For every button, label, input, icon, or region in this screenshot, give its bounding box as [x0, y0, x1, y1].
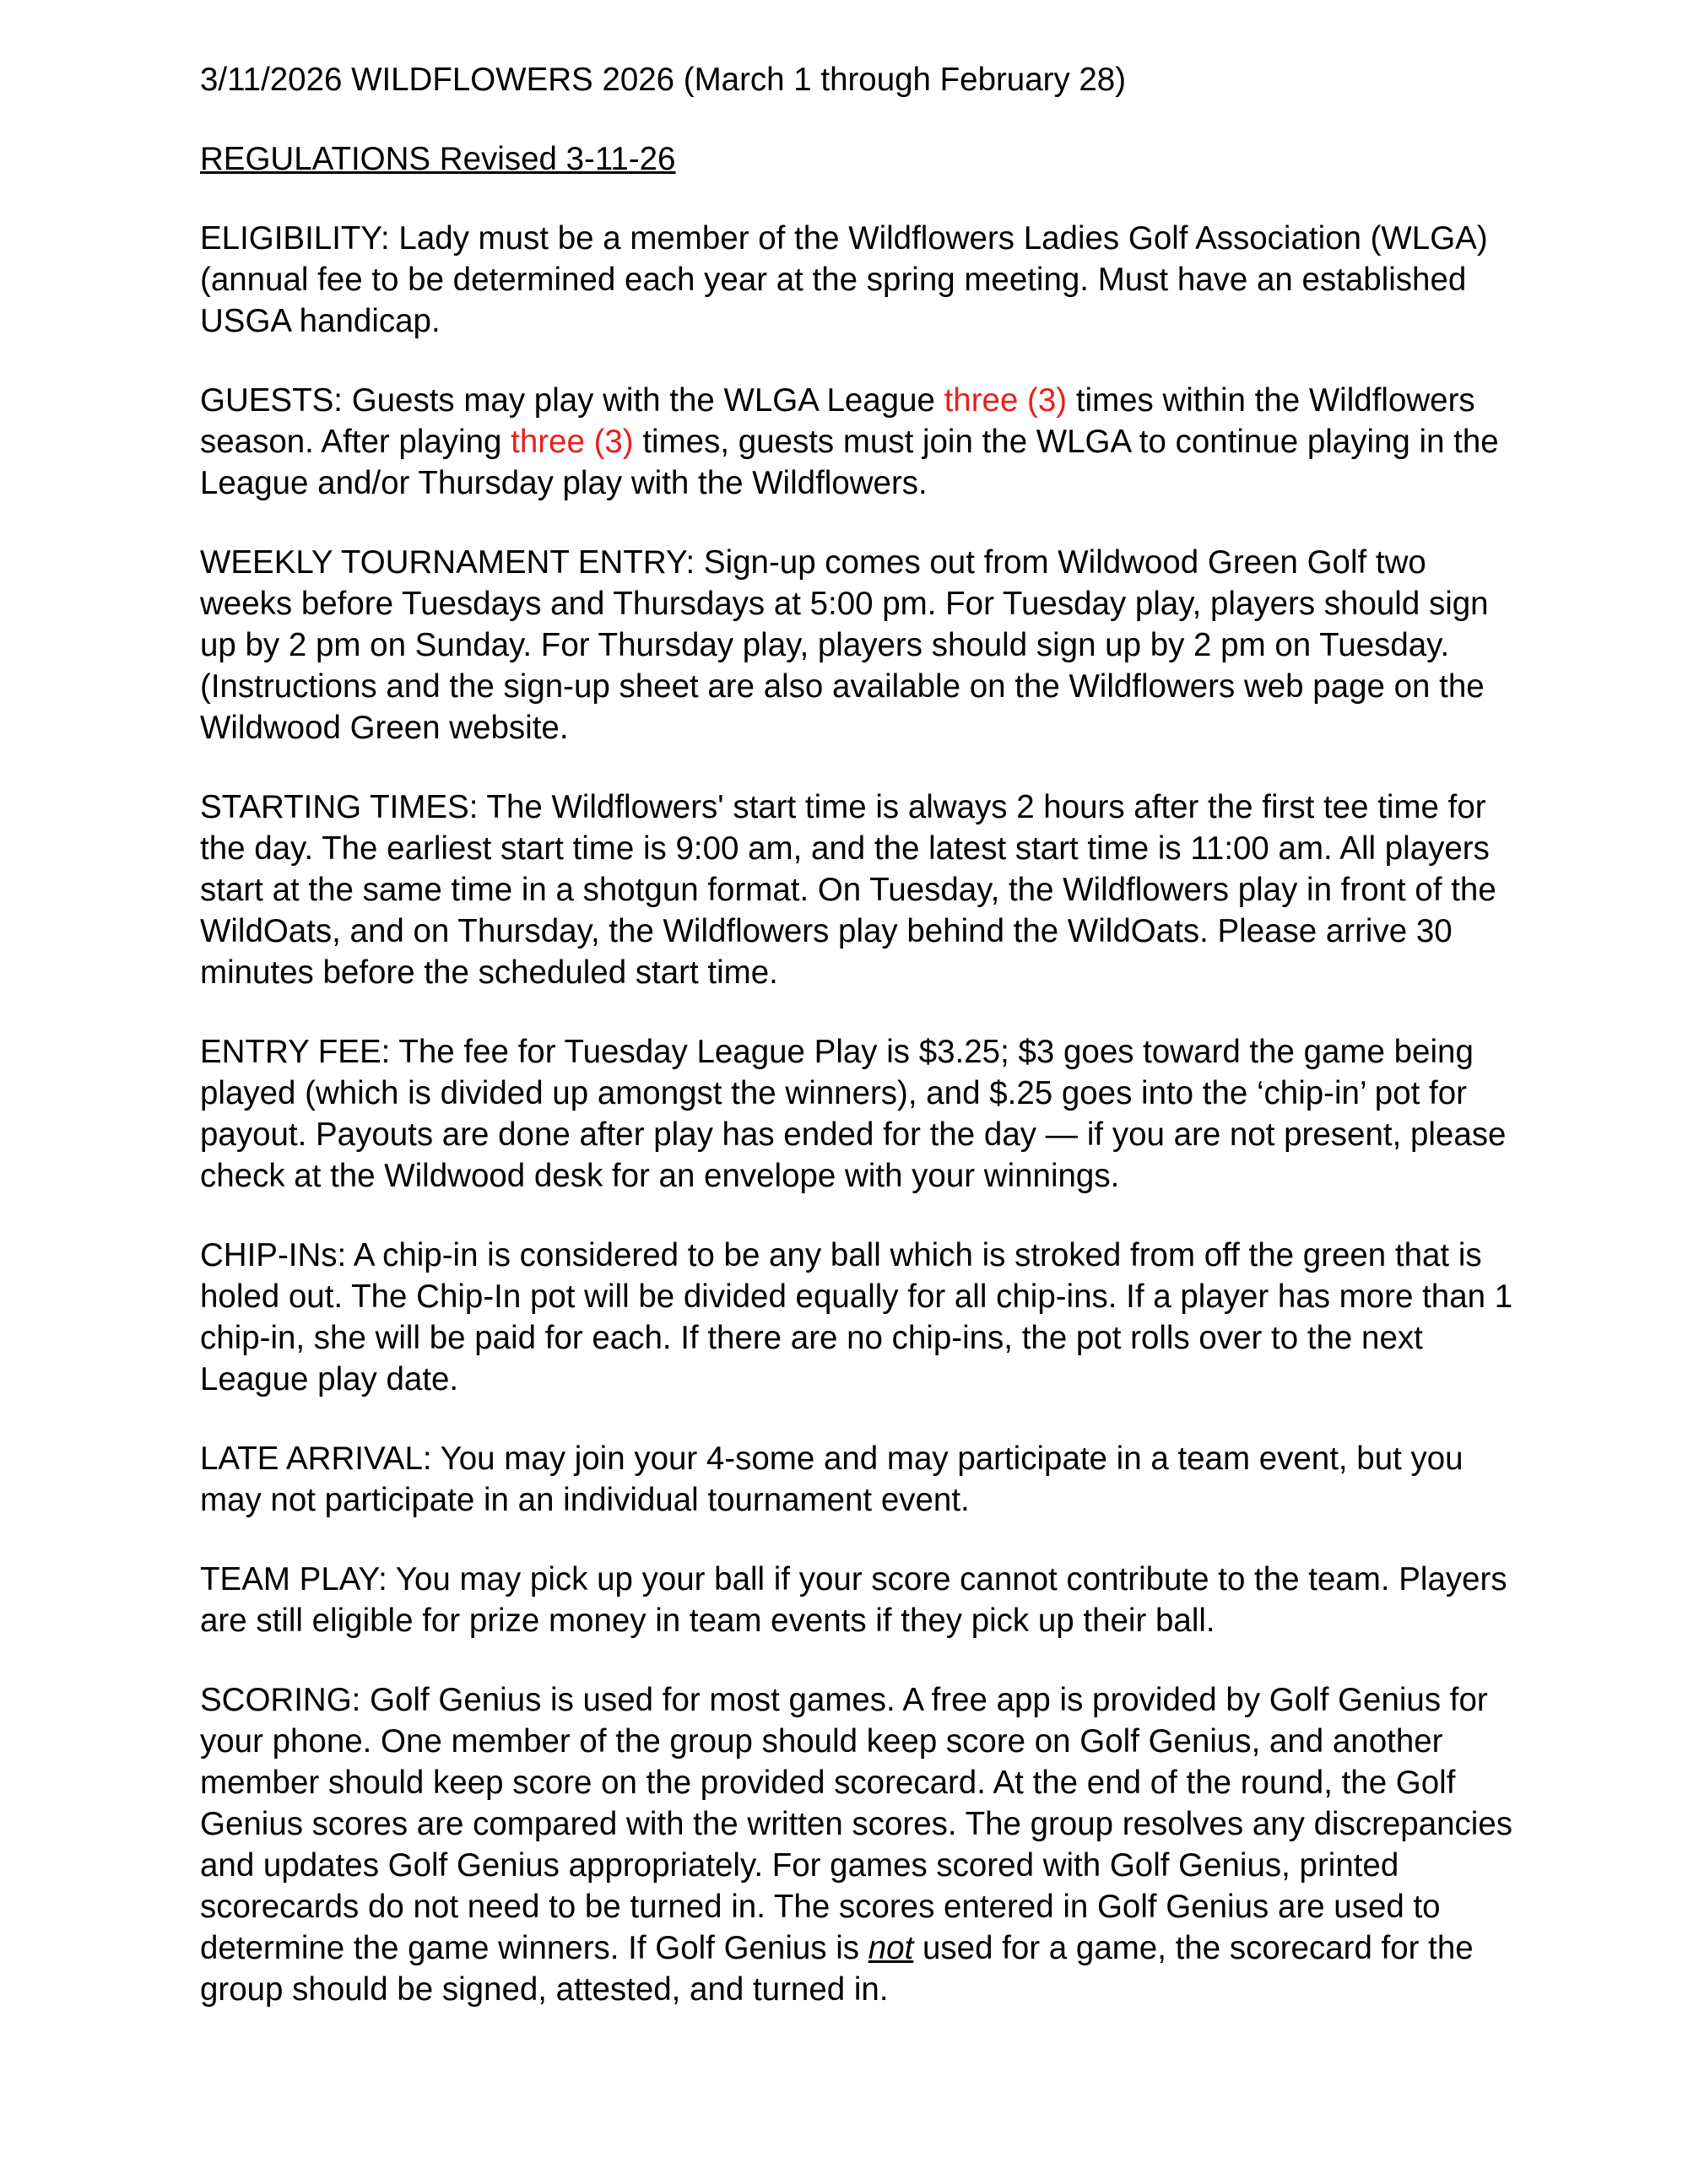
document-page	[200, 59, 1517, 2048]
guests-text-3: times, guests must join the WLGA to continue playing in the League and/or Thursday play with the Wildflowers.	[200, 424, 1499, 501]
scoring-text-2: used for a game, the scorecard for the group should be signed, attested, and turned in.	[200, 1930, 1474, 2008]
team-play-paragraph: TEAM PLAY: You may pick up your ball if your score cannot contribute to the team. Players are still eligible for prize money in team events if they pick up their ball.	[200, 1561, 1507, 1639]
guests-text-2: times within the Wildflowers season. After playing	[200, 382, 1475, 460]
weekly-entry-paragraph: WEEKLY TOURNAMENT ENTRY: Sign-up comes out from Wildwood Green Golf two weeks before Tuesdays and Thursdays at 5:00 pm. For Tuesday play, players should sign up by 2 pm on Sunday. For Thursday play, players should sign up by 2 pm on Tuesday. (Instructions and the sign-up sheet are also available on the Wildflowers web page on the Wildwood Green website.	[200, 544, 1489, 746]
document-title: 3/11/2026 WILDFLOWERS 2026 (March 1 through February 28)	[200, 62, 1127, 98]
starting-times-paragraph: STARTING TIMES: The Wildflowers' start time is always 2 hours after the first tee time for the day. The earliest start time is 9:00 am, and the latest start time is 11:00 am. All players start at the same time in a shotgun format. On Tuesday, the Wildflowers play in front of the WildOats, and on Thursday, the Wildflowers play behind the WildOats. Please arrive 30 minutes before the scheduled start time.	[200, 789, 1496, 991]
entry-fee-paragraph: ENTRY FEE: The fee for Tuesday League Play is $3.25; $3 goes toward the game being played (which is divided up amongst the winners), and $.25 goes into the ‘chip-in’ pot for payout. Payouts are done after play has ended for the day — if you are not present, please check at the Wildwood desk for an envelope with your winnings.	[200, 1034, 1507, 1194]
document-subtitle: REGULATIONS Revised 3-11-26	[200, 141, 676, 177]
scoring-paragraph	[200, 1679, 1517, 2010]
guests-highlight-2: three (3)	[511, 424, 634, 460]
late-arrival-paragraph: LATE ARRIVAL: You may join your 4-some and may participate in a team event, but you may not participate in an individual tournament event.	[200, 1441, 1463, 1518]
eligibility-paragraph: ELIGIBILITY: Lady must be a member of the Wildflowers Ladies Golf Association (WLGA) (annual fee to be determined each year at the spring meeting. Must have an established USGA handicap.	[200, 220, 1488, 339]
chip-ins-paragraph: CHIP-INs: A chip-in is considered to be any ball which is stroked from off the green that is holed out. The Chip-In pot will be divided equally for all chip-ins. If a player has more than 1 chip-in, she will be paid for each. If there are no chip-ins, the pot rolls over to the next League play date.	[200, 1237, 1513, 1397]
guests-highlight-1: three (3)	[944, 382, 1068, 419]
guests-paragraph	[200, 380, 1517, 504]
scoring-emphasis: not	[868, 1930, 914, 1966]
guests-text-1: GUESTS: Guests may play with the WLGA League	[200, 382, 944, 419]
scoring-text-1: SCORING: Golf Genius is used for most games. A free app is provided by Golf Genius for your phone. One member of the group should keep score on Golf Genius, and another member should keep score on the provided scorecard. At the end of the round, the Golf Genius scores are compared with the written scores. The group resolves any discrepancies and updates Golf Genius appropriately. For games scored with Golf Genius, printed scorecards do not need to be turned in. The scores entered in Golf Genius are used to determine the game winners. If Golf Genius is	[200, 1682, 1513, 1966]
